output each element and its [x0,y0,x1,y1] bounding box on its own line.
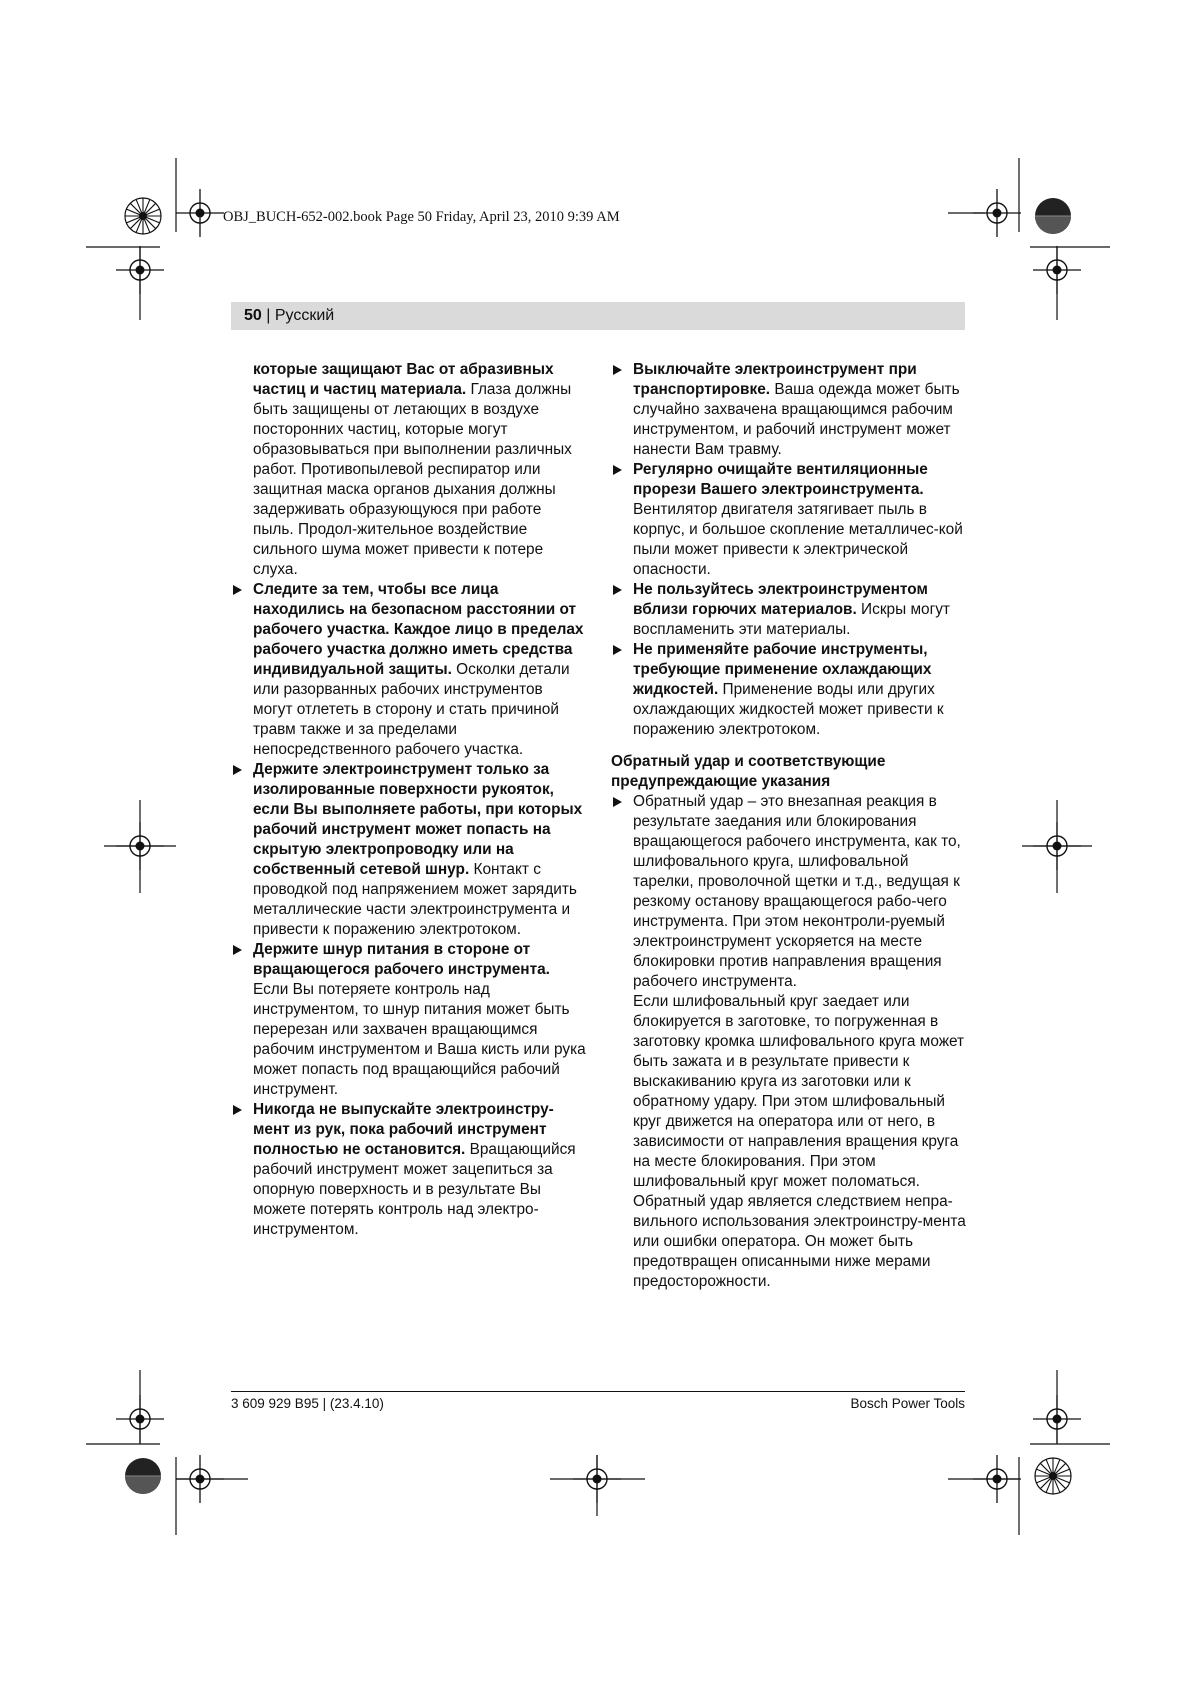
continuation-paragraph [231,360,586,580]
item-text: Если Вы потеряете контроль над инструментом, то шнур питания может быть перерезан или захвачен вращающимся рабочим инструментом и Ваша кисть или рука может попасть под вращающийся рабочий инструмент. [253,981,586,1098]
page-header [231,302,965,330]
item-bold: Держите электроинструмент только за изолированные поверхности рукояток, если Вы выполняете работы, при которых рабочий инструмент может попасть на скрытую электропроводку или на собственный сетевой шнур. [253,761,583,878]
continuation-text: Глаза должны быть защищены от летающих в воздухе посторонних частиц, которые могут образовываться при выполнении различных работ. Противопылевой респиратор или защитная маска органов дыхания должны задерживать образующуюся при работе пыль. Продол-жительное воздействие сильного шума может привести к потере слуха. [253,381,572,578]
item-text: Вентилятор двигателя затягивает пыль в корпус, и большое скопление металличес-кой пыли может привести к электрической опасности. [633,501,963,578]
list-item [611,460,966,580]
continuation-bold: которые защищают Вас от абразивных частиц и частиц материала. [253,361,554,398]
bullet-triangle-icon [613,797,622,807]
item-text: Искры могут воспламенить эти материалы. [633,601,950,638]
item-bold: Следите за тем, чтобы все лица находились на безопасном расстоянии от рабочего участка. Каждое лицо в пределах рабочего участка должно иметь средства индивидуальной защиты. [253,581,584,678]
footer-document-number: 3 609 929 B95 | (23.4.10) [231,1396,384,1411]
item-text: Применение воды или других охлаждающих жидкостей может привести к поражению электротоком. [633,681,944,738]
list-item [231,580,586,760]
page-number: 50 [244,307,262,324]
item-bold: Держите шнур питания в стороне от вращающегося рабочего инструмента. [253,941,550,978]
item-bold: Никогда не выпускайте электроинстру-мент из рук, пока рабочий инструмент полностью не остановится. [253,1101,554,1158]
bullet-triangle-icon [233,765,242,775]
bullet-triangle-icon [613,465,622,475]
item-text: Осколки детали или разорванных рабочих инструментов могут отлететь в сторону и стать причиной травм также и за пределами непосредственного рабочего участка. [253,661,570,758]
section-heading: Обратный удар и соответствующие предупреждающие указания [611,753,886,790]
item-bold: Выключайте электроинструмент при транспортировке. [633,361,917,398]
left-column [231,360,586,1240]
print-slug: OBJ_BUCH-652-002.book Page 50 Friday, April 23, 2010 9:39 AM [223,209,620,225]
item-bold: Регулярно очищайте вентиляционные прорези Вашего электроинструмента. [633,461,928,498]
item-bold: Не применяйте рабочие инструменты, требующие применение охлаждающих жидкостей. [633,641,932,698]
bullet-triangle-icon [613,645,622,655]
star-target-icon [125,198,161,234]
list-item [231,1100,586,1240]
bullet-triangle-icon [233,1105,242,1115]
item-bold: Не пользуйтесь электроинструментом вблизи горючих материалов. [633,581,928,618]
bullet-triangle-icon [233,945,242,955]
bullet-triangle-icon [613,585,622,595]
list-item [611,640,966,740]
bullet-triangle-icon [233,585,242,595]
list-item [231,940,586,1100]
header-separator: | [261,307,275,324]
list-item [611,580,966,640]
list-item [611,792,966,992]
right-column [611,360,966,1292]
kickback-continuation: Если шлифовальный круг заедает или блокируется в заготовке, то погруженная в заготовку кромка шлифовального круга может быть зажата и в результате привести к выскакиванию круга из заготовки или к обратному удару. При этом шлифовальный круг движется на оператора или от него, в зависимости от направления вращения круга на месте блокирования. При этом шлифовальный круг может поломаться. Обратный удар является следствием непра-вильного использования электроинстру-мента или ошибки оператора. Он может быть предотвращен описанными ниже мерами предосторожности. [633,993,966,1290]
item-text: Ваша одежда может быть случайно захвачена вращающимся рабочим инструментом, и рабочий инструмент может нанести Вам травму. [633,381,960,458]
bullet-triangle-icon [613,365,622,375]
item-text: Вращающийся рабочий инструмент может зацепиться за опорную поверхность и в результате Вы можете потерять контроль над электро-инструментом. [253,1141,576,1238]
header-language: Русский [274,307,335,324]
list-item [611,360,966,460]
item-text: Обратный удар – это внезапная реакция в результате заедания или блокирования вращающегося рабочего инструмента, как то, шлифовального круга, шлифовальной тарелки, проволочной щетки и т.д., ведущая к резкому останову вращающегося рабо-чего инструмента. При этом неконтроли-руемый электроинструмент ускоряется на месте блокировки против направления вращения рабочего инструмента. [633,793,961,990]
footer-rule [231,1391,965,1392]
list-item [231,760,586,940]
footer-brand: Bosch Power Tools [850,1396,965,1411]
header-text [244,307,334,325]
item-text: Контакт с проводкой под напряжением может зарядить металлические части электроинструмента и привести к поражению электротоком. [253,861,577,938]
